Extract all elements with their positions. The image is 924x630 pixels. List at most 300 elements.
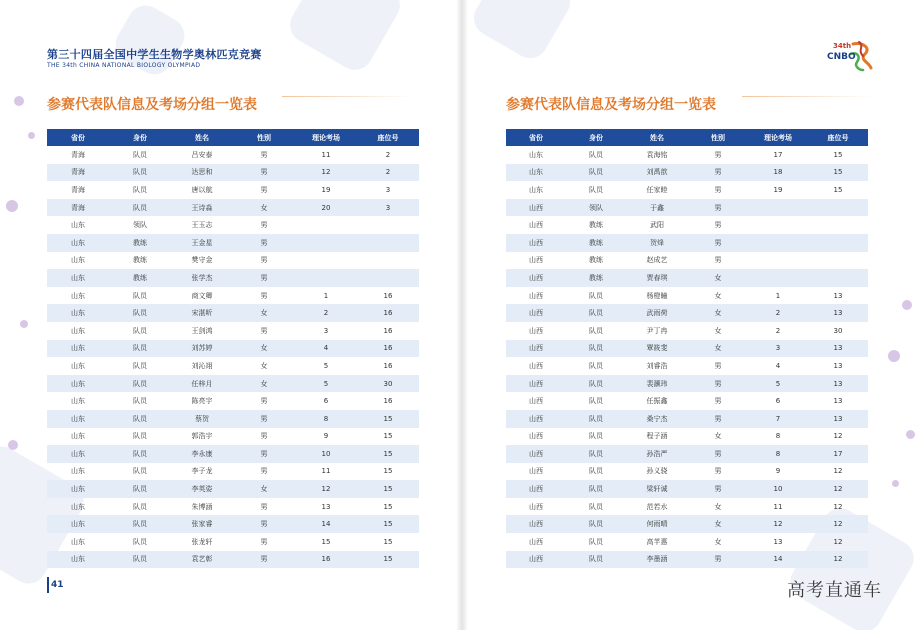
table-cell: 男 [260,256,268,265]
table-cell: 女 [688,340,748,358]
table-cell [748,252,808,270]
table-cell: 男 [688,445,748,463]
table-cell: 16 [383,291,393,300]
table-cell: 山西 [506,269,566,287]
table-cell: 山东 [71,256,85,265]
table-cell: 王剑鸿 [191,326,213,335]
table-cell: 12 [748,515,808,533]
table-cell: 男 [233,269,295,287]
table-cell: 5 [748,375,808,393]
table-cell: 山东 [71,537,85,546]
table-cell: 教练 [589,256,603,265]
table-cell: 男 [233,164,295,182]
table-cell: 山西 [529,256,543,265]
table-cell: 男 [714,397,722,406]
table-cell: 13 [808,375,868,393]
table-cell [748,234,808,252]
decor-molecule-dot [906,430,915,439]
table-row [506,304,868,322]
table-cell: 裴灏玮 [626,375,688,393]
table-cell: 山东 [71,432,85,441]
table-cell: 山东 [529,150,543,159]
table-cell: 队员 [566,515,626,533]
table-cell: 队员 [133,537,147,546]
table-cell: 宋湛昕 [171,304,233,322]
table-cell: 19 [321,185,331,194]
table-cell: 1 [775,291,781,300]
table-cell: 女 [233,199,295,217]
table-row [506,287,868,305]
right-page [462,0,924,630]
table-cell: 队员 [109,480,171,498]
table-row [506,410,868,428]
table-cell: 男 [688,410,748,428]
table-cell: 13 [321,502,331,511]
section-title: 参赛代表队信息及考场分组一览表 [506,97,716,113]
table-cell: 队员 [109,340,171,358]
table-cell: 蔡贺 [171,410,233,428]
table-cell: 男 [688,164,748,182]
table-cell [357,216,419,234]
table-cell: 队员 [589,432,603,441]
column-header: 省份 [506,129,566,146]
table-cell: 山西 [506,234,566,252]
table-cell: 15 [357,410,419,428]
table-cell: 男 [714,185,722,194]
table-row [47,269,419,287]
table-cell: 山西 [506,199,566,217]
table-cell: 15 [833,150,843,159]
column-header: 身份 [109,129,171,146]
column-header: 理论考场 [748,129,808,146]
table-cell: 贺烽 [626,234,688,252]
table-cell: 队员 [109,199,171,217]
table-row [506,533,868,551]
table-cell [357,252,419,270]
table-cell: 队员 [589,361,603,370]
table-cell: 李子龙 [191,467,213,476]
table-cell: 7 [748,410,808,428]
column-header: 座位号 [808,129,868,146]
column-header: 性别 [233,129,295,146]
column-header: 姓名 [171,129,233,146]
table-cell: 山东 [71,326,85,335]
table-row [47,234,419,252]
competition-title-en: THE 34th CHINA NATIONAL BIOLOGY OLYMPIAD [47,62,201,69]
table-cell: 山东 [71,397,85,406]
table-cell: 李英姿 [171,480,233,498]
table-cell: 男 [714,256,722,265]
table-cell: 覃筱斐 [626,340,688,358]
table-cell: 山西 [506,410,566,428]
table-cell: 8 [775,432,781,441]
table-cell: 武雨荷 [626,304,688,322]
table-cell: 10 [295,445,357,463]
table-cell [748,216,808,234]
table-cell: 孙义骁 [646,467,668,476]
table-cell [295,234,357,252]
table-cell: 队员 [133,467,147,476]
table-cell [295,252,357,270]
table-cell: 青海 [71,185,85,194]
table-cell: 队员 [133,361,147,370]
table-cell: 16 [295,551,357,569]
table-row [47,181,419,199]
table-cell: 任振鑫 [646,397,668,406]
table-cell: 山东 [47,304,109,322]
table-cell: 11 [773,502,783,511]
table-cell: 队员 [133,150,147,159]
table-row [47,498,419,516]
table-row [506,199,868,217]
table-cell: 女 [260,361,268,370]
decor-molecule-dot [6,200,18,212]
table-cell: 队员 [133,185,147,194]
table-cell: 男 [260,150,268,159]
table-row [47,480,419,498]
table-cell: 队员 [109,551,171,569]
table-cell [808,252,868,270]
decor-molecule-dot [902,300,912,310]
table-cell: 16 [357,304,419,322]
table-cell: 杨橙瞳 [646,291,668,300]
table-cell: 贾春琪 [626,269,688,287]
table-row [47,322,419,340]
table-cell [295,216,357,234]
table-cell: 山西 [529,291,543,300]
table-cell: 男 [714,361,722,370]
table-cell: 男 [260,326,268,335]
table-cell: 12 [295,480,357,498]
table-cell: 2 [775,326,781,335]
table-cell: 12 [833,432,843,441]
table-cell: 男 [260,291,268,300]
table-cell: 男 [688,480,748,498]
table-cell: 队员 [109,445,171,463]
table-cell: 男 [233,234,295,252]
table-cell: 队员 [589,185,603,194]
table-row [47,463,419,481]
table-cell: 队员 [566,375,626,393]
table-cell: 队员 [589,397,603,406]
table-cell: 队员 [589,150,603,159]
table-row [506,269,868,287]
table-cell: 女 [714,432,722,441]
table-cell: 唐以航 [191,185,213,194]
table-cell: 李墨涵 [626,551,688,569]
table-cell: 3 [357,199,419,217]
table-cell: 16 [383,326,393,335]
table-cell: 程子涵 [646,432,668,441]
table-row [506,357,868,375]
table-cell: 13 [773,537,783,546]
table-row [47,146,419,164]
table-cell: 15 [357,515,419,533]
table-cell: 教练 [566,234,626,252]
table-cell [808,216,868,234]
table-cell: 任梓月 [171,375,233,393]
table-cell: 山东 [47,234,109,252]
table-header-row [506,129,868,146]
table-row [506,551,868,569]
table-cell: 男 [714,467,722,476]
table-cell: 山西 [506,551,566,569]
table-cell [748,269,808,287]
table-cell [808,199,868,217]
title-divider [282,96,412,97]
table-cell: 队员 [109,164,171,182]
table-cell: 王诗淼 [171,199,233,217]
table-cell: 队员 [133,432,147,441]
table-cell: 10 [748,480,808,498]
table-cell [357,269,419,287]
table-cell: 2 [748,304,808,322]
table-cell: 山西 [506,445,566,463]
table-cell: 队员 [109,515,171,533]
table-cell: 青海 [71,150,85,159]
table-row [47,445,419,463]
table-cell: 队员 [589,326,603,335]
table-cell: 男 [688,375,748,393]
table-cell: 女 [714,537,722,546]
table-cell: 范若水 [646,502,668,511]
table-cell: 山东 [71,467,85,476]
table-cell: 15 [383,537,393,546]
table-cell: 队员 [566,304,626,322]
table-row [506,216,868,234]
table-cell: 山东 [529,185,543,194]
table-cell: 6 [775,397,781,406]
table-cell: 30 [833,326,843,335]
table-cell: 9 [323,432,329,441]
table-header-row [47,129,419,146]
table-cell: 男 [688,199,748,217]
table-cell: 山西 [529,432,543,441]
competition-title-cn: 第三十四届全国中学生生物学奥林匹克竞赛 [47,48,262,61]
table-cell: 刘睿浩 [646,361,668,370]
table-cell: 何雨晴 [626,515,688,533]
decor-molecule-dot [892,480,899,487]
table-cell: 队员 [109,410,171,428]
table-cell: 12 [833,467,843,476]
table-cell: 朱博涵 [191,502,213,511]
table-row [47,375,419,393]
table-cell: 山东 [71,221,85,230]
table-cell: 14 [295,515,357,533]
table-cell: 武阳 [650,221,664,230]
table-cell [748,199,808,217]
table-cell: 4 [295,340,357,358]
table-cell: 吕安泰 [191,150,213,159]
table-cell: 15 [383,432,393,441]
table-row [506,340,868,358]
table-cell: 13 [833,397,843,406]
table-cell: 山西 [506,340,566,358]
title-divider [742,96,872,97]
table-cell: 队员 [589,291,603,300]
table-cell: 赵成艺 [646,256,668,265]
table-cell: 队员 [566,551,626,569]
page-number: 41 [51,580,64,590]
table-cell: 教练 [109,234,171,252]
table-cell: 队员 [566,340,626,358]
table-cell: 山东 [71,291,85,300]
table-cell: 15 [357,480,419,498]
table-cell: 男 [688,551,748,569]
table-cell: 1 [323,291,329,300]
table-cell: 队员 [566,445,626,463]
table-row [47,357,419,375]
page-number-marker [47,577,49,593]
table-cell: 13 [808,304,868,322]
table-cell: 14 [748,551,808,569]
table-cell: 女 [233,480,295,498]
table-cell: 山西 [529,221,543,230]
table-cell: 队员 [566,480,626,498]
table-cell: 山东 [47,410,109,428]
table-cell: 刘苏婷 [171,340,233,358]
table-cell: 山西 [506,304,566,322]
table-cell: 男 [260,397,268,406]
decor-molecule-dot [20,320,28,328]
table-cell: 队员 [109,375,171,393]
column-header: 理论考场 [295,129,357,146]
column-header: 座位号 [357,129,419,146]
table-cell: 队员 [109,304,171,322]
table-cell: 郭浩宇 [191,432,213,441]
table-row [506,322,868,340]
table-cell: 王金星 [171,234,233,252]
table-cell: 樊守金 [191,256,213,265]
table-row [47,533,419,551]
table-cell [357,234,419,252]
decor-hexagon [467,0,576,65]
table-cell: 5 [295,375,357,393]
table-cell: 山西 [529,326,543,335]
table-row [47,515,419,533]
table-cell: 山西 [529,361,543,370]
decor-hexagon [284,0,407,76]
table-cell: 12 [808,480,868,498]
table-cell: 16 [383,397,393,406]
table-row [506,234,868,252]
table-cell [808,234,868,252]
table-cell: 19 [773,185,783,194]
table-cell: 女 [233,375,295,393]
decor-molecule-dot [14,96,24,106]
table-cell: 3 [323,326,329,335]
table-cell: 12 [808,551,868,569]
team-info-table [506,129,868,568]
table-cell: 3 [385,185,391,194]
table-cell: 男 [260,537,268,546]
column-header: 姓名 [626,129,688,146]
table-cell: 11 [321,467,331,476]
table-cell: 女 [233,340,295,358]
table-cell: 山东 [47,515,109,533]
table-row [47,252,419,270]
table-row [47,428,419,446]
table-row [47,551,419,569]
table-row [47,287,419,305]
table-cell: 张学杰 [171,269,233,287]
table-cell: 13 [833,291,843,300]
logo-text: CNBO [827,52,856,62]
decor-molecule-dot [888,350,900,362]
table-cell: 15 [808,164,868,182]
table-cell: 山东 [71,502,85,511]
table-cell: 8 [295,410,357,428]
table-cell: 尹丁冉 [646,326,668,335]
table-cell: 2 [385,150,391,159]
table-cell: 男 [688,234,748,252]
team-info-table [47,129,419,568]
table-cell: 山西 [529,467,543,476]
table-cell: 男 [233,515,295,533]
table-cell: 17 [808,445,868,463]
table-cell: 队员 [589,467,603,476]
table-cell: 15 [357,551,419,569]
table-row [506,252,868,270]
table-row [506,181,868,199]
table-cell [808,269,868,287]
table-cell: 队员 [589,502,603,511]
table-cell: 男 [233,445,295,463]
table-cell: 5 [323,361,329,370]
table-cell: 山西 [506,480,566,498]
table-cell: 8 [748,445,808,463]
table-row [47,340,419,358]
table-row [47,304,419,322]
cnbo-logo [827,40,875,74]
table-cell: 13 [833,361,843,370]
table-cell: 11 [321,150,331,159]
table-cell: 山西 [529,502,543,511]
table-cell: 山西 [506,515,566,533]
table-cell: 女 [688,269,748,287]
table-cell: 16 [357,340,419,358]
table-cell: 男 [260,432,268,441]
column-header: 性别 [688,129,748,146]
table-cell: 18 [748,164,808,182]
table-row [506,480,868,498]
table-cell: 队员 [133,291,147,300]
table-cell: 13 [808,340,868,358]
table-cell: 女 [714,502,722,511]
table-cell: 男 [260,467,268,476]
decor-molecule-dot [28,132,35,139]
table-cell: 山西 [529,397,543,406]
table-cell: 6 [323,397,329,406]
watermark: 高考直通车 [787,580,882,601]
table-cell: 队员 [566,164,626,182]
table-row [506,515,868,533]
table-cell: 教练 [109,269,171,287]
table-cell: 队员 [133,502,147,511]
table-row [506,428,868,446]
table-cell: 队员 [133,326,147,335]
table-cell: 13 [808,410,868,428]
table-cell: 男 [233,551,295,569]
table-cell: 15 [357,445,419,463]
table-cell: 男 [260,185,268,194]
table-row [47,410,419,428]
table-cell: 山东 [47,480,109,498]
table-cell: 张家睿 [171,515,233,533]
table-cell: 山东 [47,269,109,287]
table-cell: 12 [808,515,868,533]
table-row [506,498,868,516]
